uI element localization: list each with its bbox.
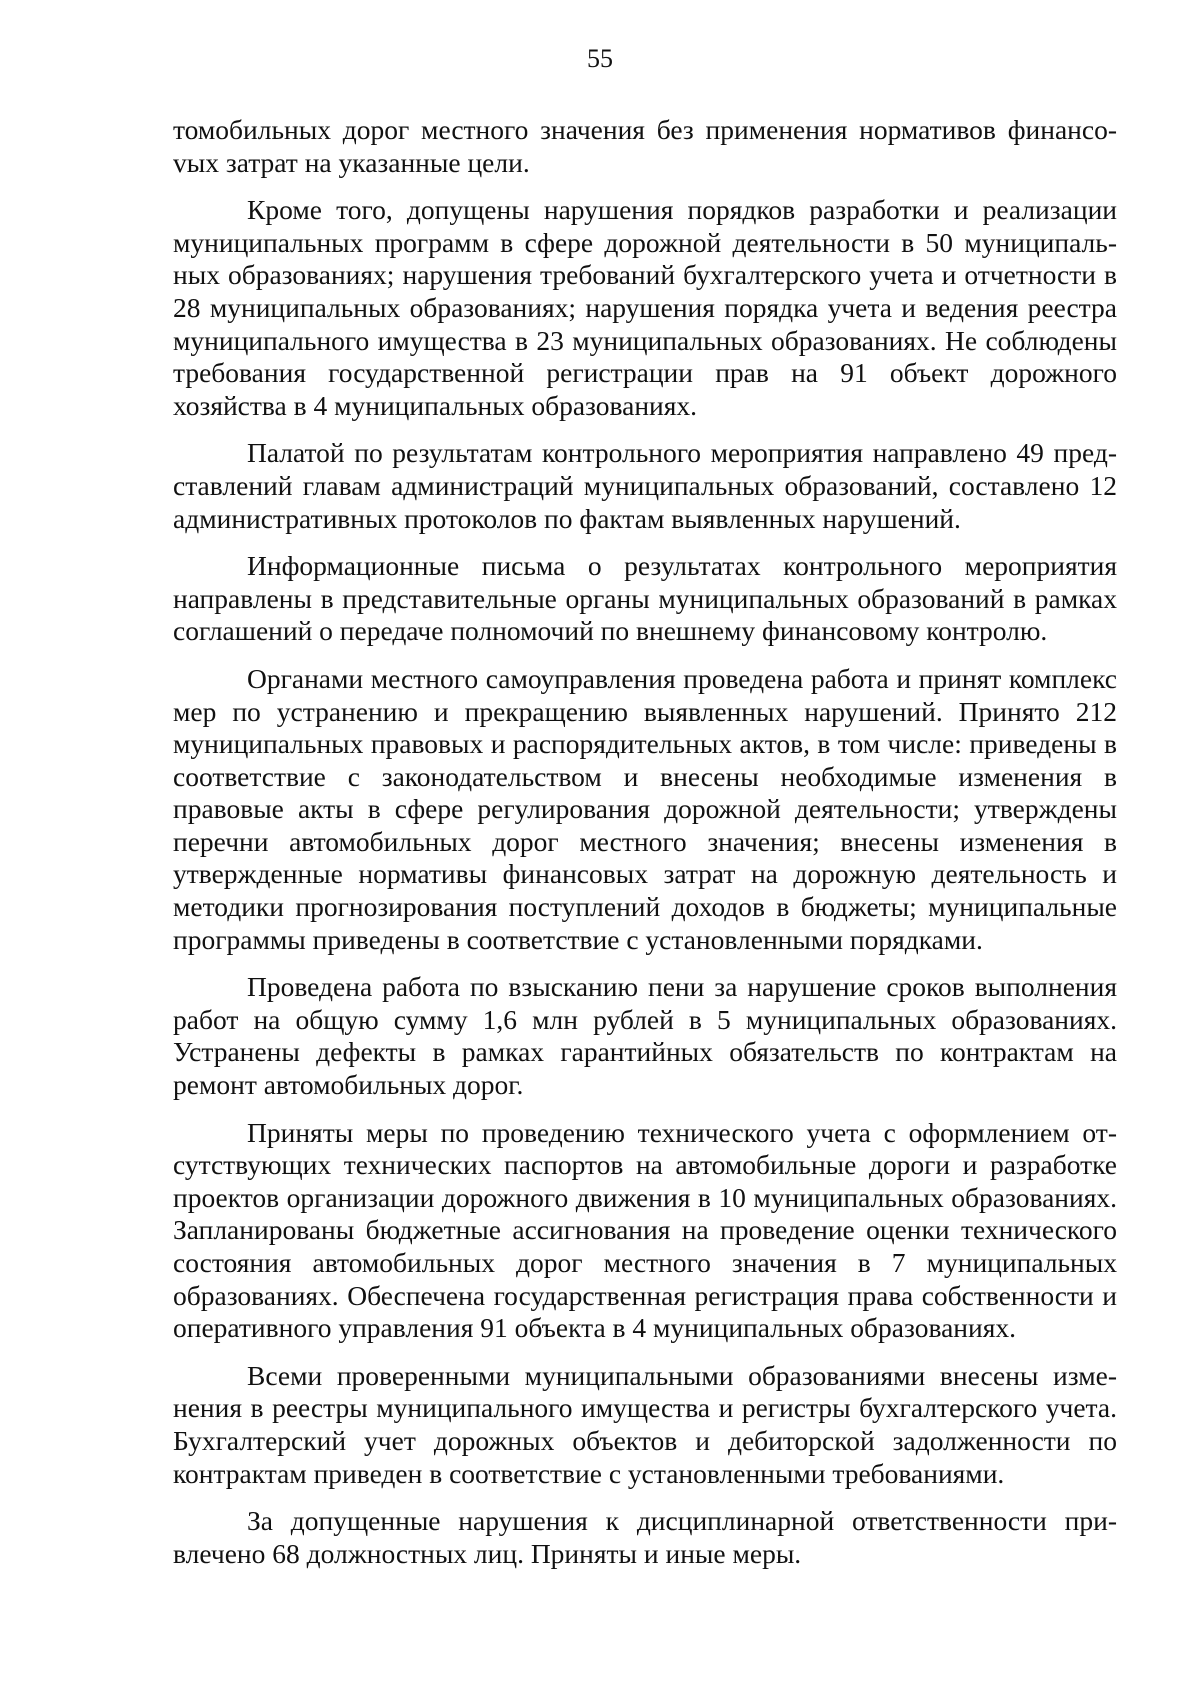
paragraph-penalties: Проведена работа по взысканию пени за нарушение сроков выполнения работ на общую сумму 1,6 млн рублей в 5 муниципальных образованиях. Устранены дефекты в рамках гарантийных обязательств по контрактам на ремонт автомобильных дорог. [173,971,1117,1101]
paragraph-chamber-actions: Палатой по результатам контрольного мероприятия направлено 49 представлений главам администраций муниципальных образований, составлено 12 административных протоколов по фактам выявленных нарушений. [173,437,1117,534]
paragraph-local-government-measures: Органами местного самоуправления проведена работа и принят комплекс мер по устранению и прекращению выявленных нарушений. Принято 212 муниципальных правовых и распорядительных актов, в том числе: приведены в соответствие с законодательством и внесены необходимые изменения в правовые акты в сфере регулирования дорожной деятельности; утверждены перечни автомобильных дорог местного значения; внесены изменения в утвержденные нормативы финансовых затрат на дорожную деятельность и методики прогнозирования поступлений доходов в бюджеты; муниципальные программы приведены в соответствие с установленными порядками. [173,662,1117,955]
paragraph-registry-changes: Всеми проверенными муниципальными образованиями внесены изменения в реестры муниципального имущества и регистры бухгалтерского учета. Бухгалтерский учет дорожных объектов и дебиторской задолженности по контрактам приведен в соответствие с установленными требованиями. [173,1359,1117,1489]
paragraph-technical-accounting: Приняты меры по проведению технического учета с оформлением отсутствующих технических паспортов на автомобильные дороги и разработке проектов организации дорожного движения в 10 муниципальных образованиях. Запланированы бюджетные ассигнования на проведение оценки технического состояния автомобильных дорог местного значения в 7 муниципальных образованиях. Обеспечена государственная регистрация права собственности и оперативного управления 91 объекта в 4 муниципальных образованиях. [173,1116,1117,1344]
document-body [173,114,1117,1585]
paragraph-information-letters: Информационные письма о результатах контрольного мероприятия направлены в представительные органы муниципальных образований в рамках соглашений о передаче полномочий по внешнему финансовому контролю. [173,550,1117,647]
page-number: 55 [587,44,613,73]
paragraph-continuation: томобильных дорог местного значения без применения нормативов финансоvых затрат на указанные цели. [173,114,1117,178]
paragraph-violations: Кроме того, допущены нарушения порядков разработки и реализации муниципальных программ в сфере дорожной деятельности в 50 муниципальных образованиях; нарушения требований бухгалтерского учета и отчетности в 28 муниципальных образованиях; нарушения порядка учета и ведения реестра муниципального имущества в 23 муниципальных образованиях. Не соблюдены требования государственной регистрации прав на 91 объект дорожного хозяйства в 4 муниципальных образованиях. [173,194,1117,421]
paragraph-disciplinary: За допущенные нарушения к дисциплинарной ответственности привлечено 68 должностных лиц. Приняты и иные меры. [173,1505,1117,1569]
